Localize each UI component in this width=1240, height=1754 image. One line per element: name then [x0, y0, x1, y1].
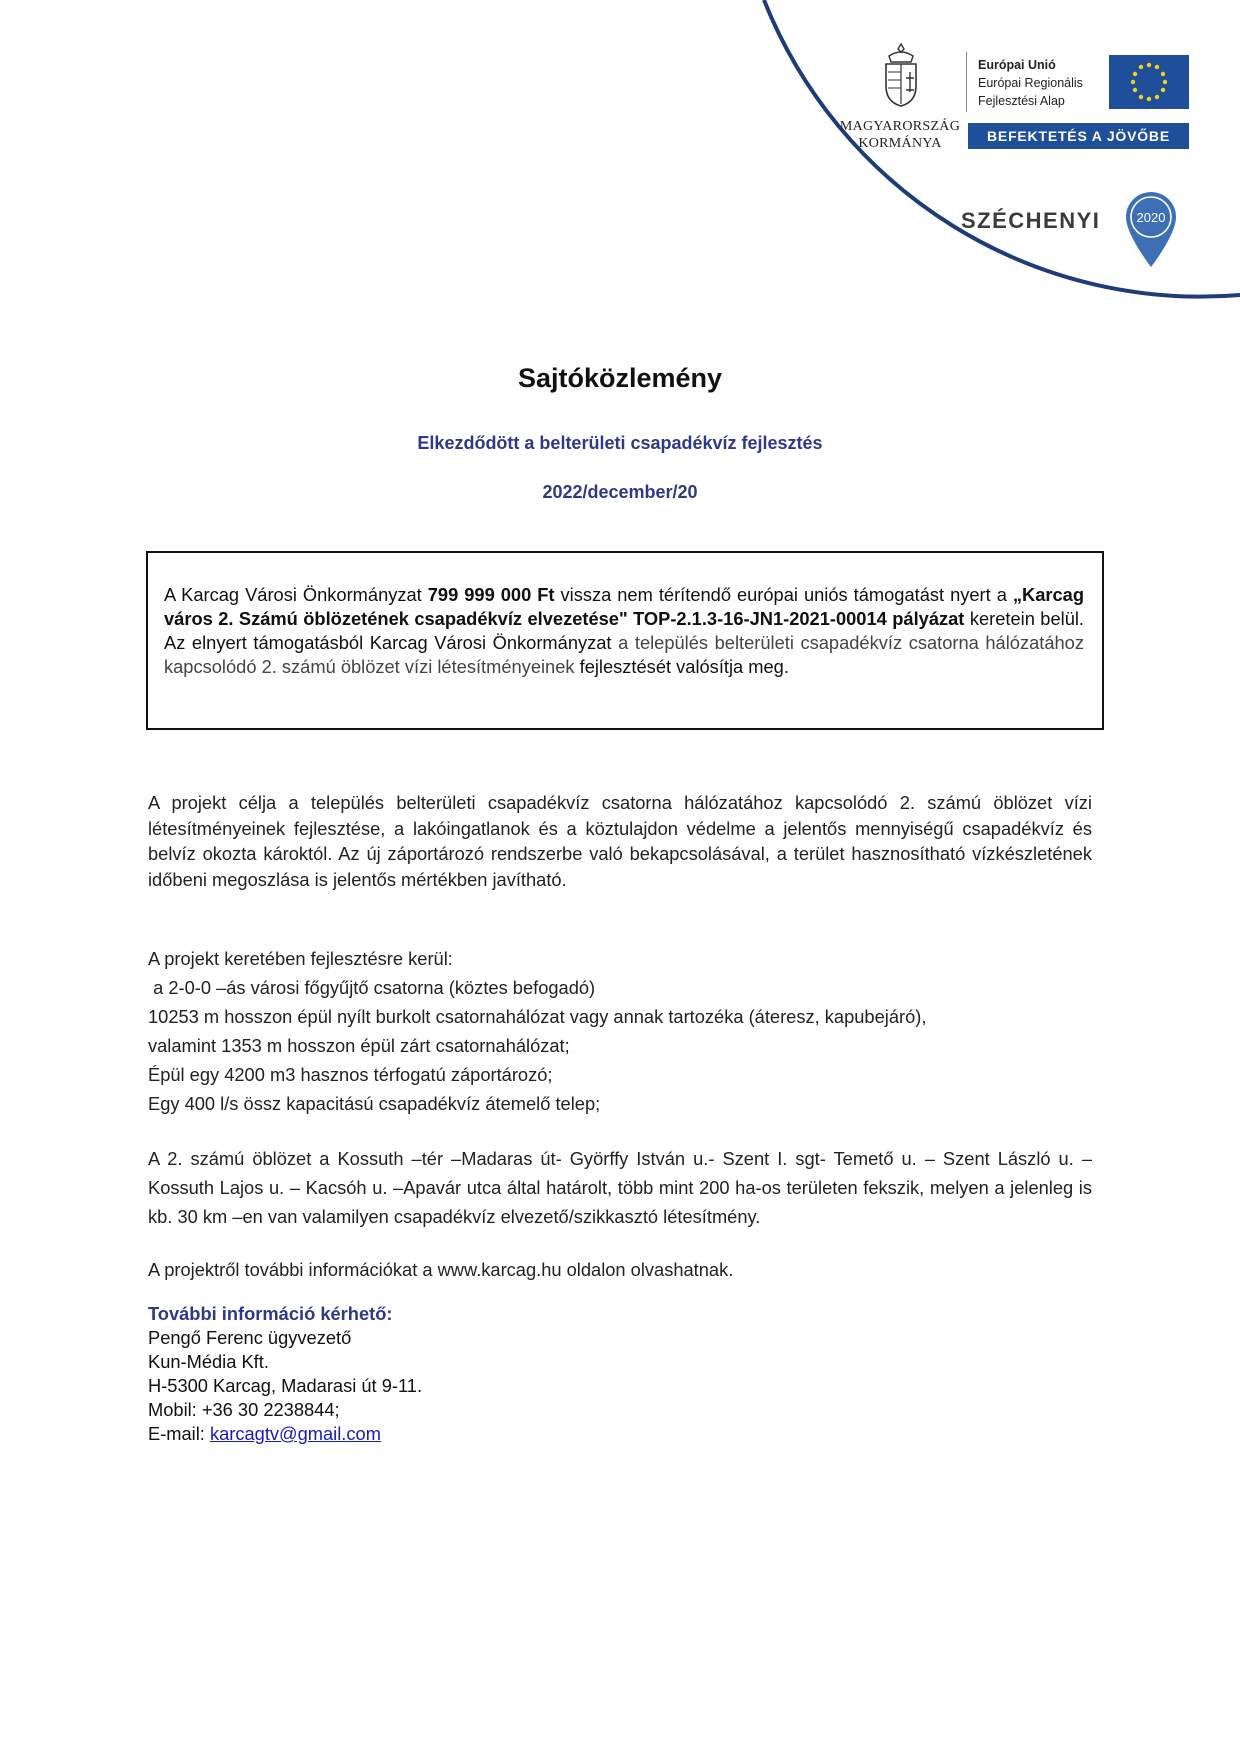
intro-box [146, 551, 1104, 730]
page-title: Sajtóközlemény [517, 363, 723, 393]
publication-date: 2022/december/20 [542, 482, 698, 502]
contact-block [148, 1302, 422, 1446]
government-line-1: MAGYARORSZÁG [839, 119, 961, 134]
eu-logo-separator [966, 52, 967, 112]
intro-text-part: vissza nem térítendő európai uniós támogatást nyert a [554, 584, 1013, 605]
government-line-2: KORMÁNYA [858, 136, 942, 151]
list-item: Egy 400 l/s össz kapacitású csapadékvíz átemelő telep; [148, 1093, 601, 1114]
intro-text [164, 583, 1084, 679]
szechenyi-year: 2020 [1136, 210, 1166, 225]
email-label: E-mail: [148, 1423, 210, 1444]
header-arc-decoration [0, 0, 1240, 340]
contact-email-row [148, 1422, 422, 1446]
intro-text-part: a település belterületi csapadékvíz csatorna hálózatához kapcsolódó 2. számú öblözet vízi létesítményeinek [164, 632, 1084, 677]
list-item: valamint 1353 m hosszon épül zárt csatornahálózat; [148, 1035, 570, 1056]
intro-text-part: keretein belül. Az elnyert támogatásból Karcag Városi Önkormányzat [164, 608, 1085, 653]
email-link[interactable]: karcagtv@gmail.com [209, 1423, 381, 1444]
list-item: 10253 m hosszon épül nyílt burkolt csatornahálózat vagy annak tartozéka (áteresz, kapubejáró), [148, 1006, 927, 1027]
area-description-paragraph: A 2. számú öblözet a Kossuth –tér –Madaras út- Györffy István u.- Szent I. sgt- Temető u. – Szent László u. –Kossuth Lajos u. – Kacsóh u. –Apavár utca által határolt, több mint 200 ha-os területen fekszik, melyen a jelenleg is kb. 30 km –en van valamilyen csapadékvíz elvezető/szikkasztó létesítmény. [148, 1148, 1092, 1227]
hungarian-crest-icon [880, 42, 922, 108]
grant-amount: 799 999 000 Ft [427, 584, 555, 605]
list-item: a 2-0-0 –ás városi főgyűjtő csatorna (köztes befogadó) [148, 977, 596, 998]
eu-line-3: Fejlesztési Alap [978, 94, 1065, 108]
contact-name: Pengő Ferenc ügyvezető [148, 1327, 352, 1348]
list-item: Épül egy 4200 m3 hasznos térfogatú záportározó; [148, 1064, 553, 1085]
list-intro: A projekt keretében fejlesztésre kerül: [148, 948, 453, 969]
project-title: „Karcag város 2. Számú öblözetének csapadékvíz elvezetése" TOP-2.1.3-16-JN1-2021-00014 pályázat [164, 584, 1084, 629]
contact-heading: További információ kérhető: [148, 1303, 393, 1324]
szechenyi-logo-text: SZÉCHENYI [961, 208, 1101, 233]
page-subtitle: Elkezdődött a belterületi csapadékvíz fejlesztés [417, 433, 823, 453]
contact-company: Kun-Média Kft. [148, 1351, 269, 1372]
contact-address: H-5300 Karcag, Madarasi út 9-11. [148, 1375, 423, 1396]
szechenyi-pin-icon [1124, 190, 1178, 270]
eu-fund-text [978, 56, 1083, 110]
intro-text-part: fejlesztését valósítja meg. [574, 656, 789, 677]
contact-mobile: Mobil: +36 30 2238844; [148, 1399, 340, 1420]
development-list [148, 944, 1092, 1118]
intro-text-part: A Karcag Városi Önkormányzat [164, 584, 428, 605]
project-goal-paragraph: A projekt célja a település belterületi csapadékvíz csatorna hálózatához kapcsolódó 2. számú öblözet vízi létesítményeinek fejlesztése, a lakóingatlanok és a köztulajdon védelme a jelentős mennyiségű csapadékvíz és belvíz okozta károktól. Az új záportározó rendszerbe való bekapcsolásával, a terület hasznosítható vízkészletének időbeni megoszlása is jelentős mértékben javítható. [148, 792, 1092, 890]
more-info-paragraph: A projektről további információkat a www.karcag.hu oldalon olvashatnak. [148, 1259, 734, 1280]
eu-flag-icon [1109, 55, 1189, 109]
eu-banner: BEFEKTETÉS A JÖVŐBE [968, 123, 1189, 149]
eu-line-2: Európai Regionális [978, 76, 1083, 90]
eu-line-1: Európai Unió [978, 58, 1056, 72]
government-name [838, 118, 962, 152]
